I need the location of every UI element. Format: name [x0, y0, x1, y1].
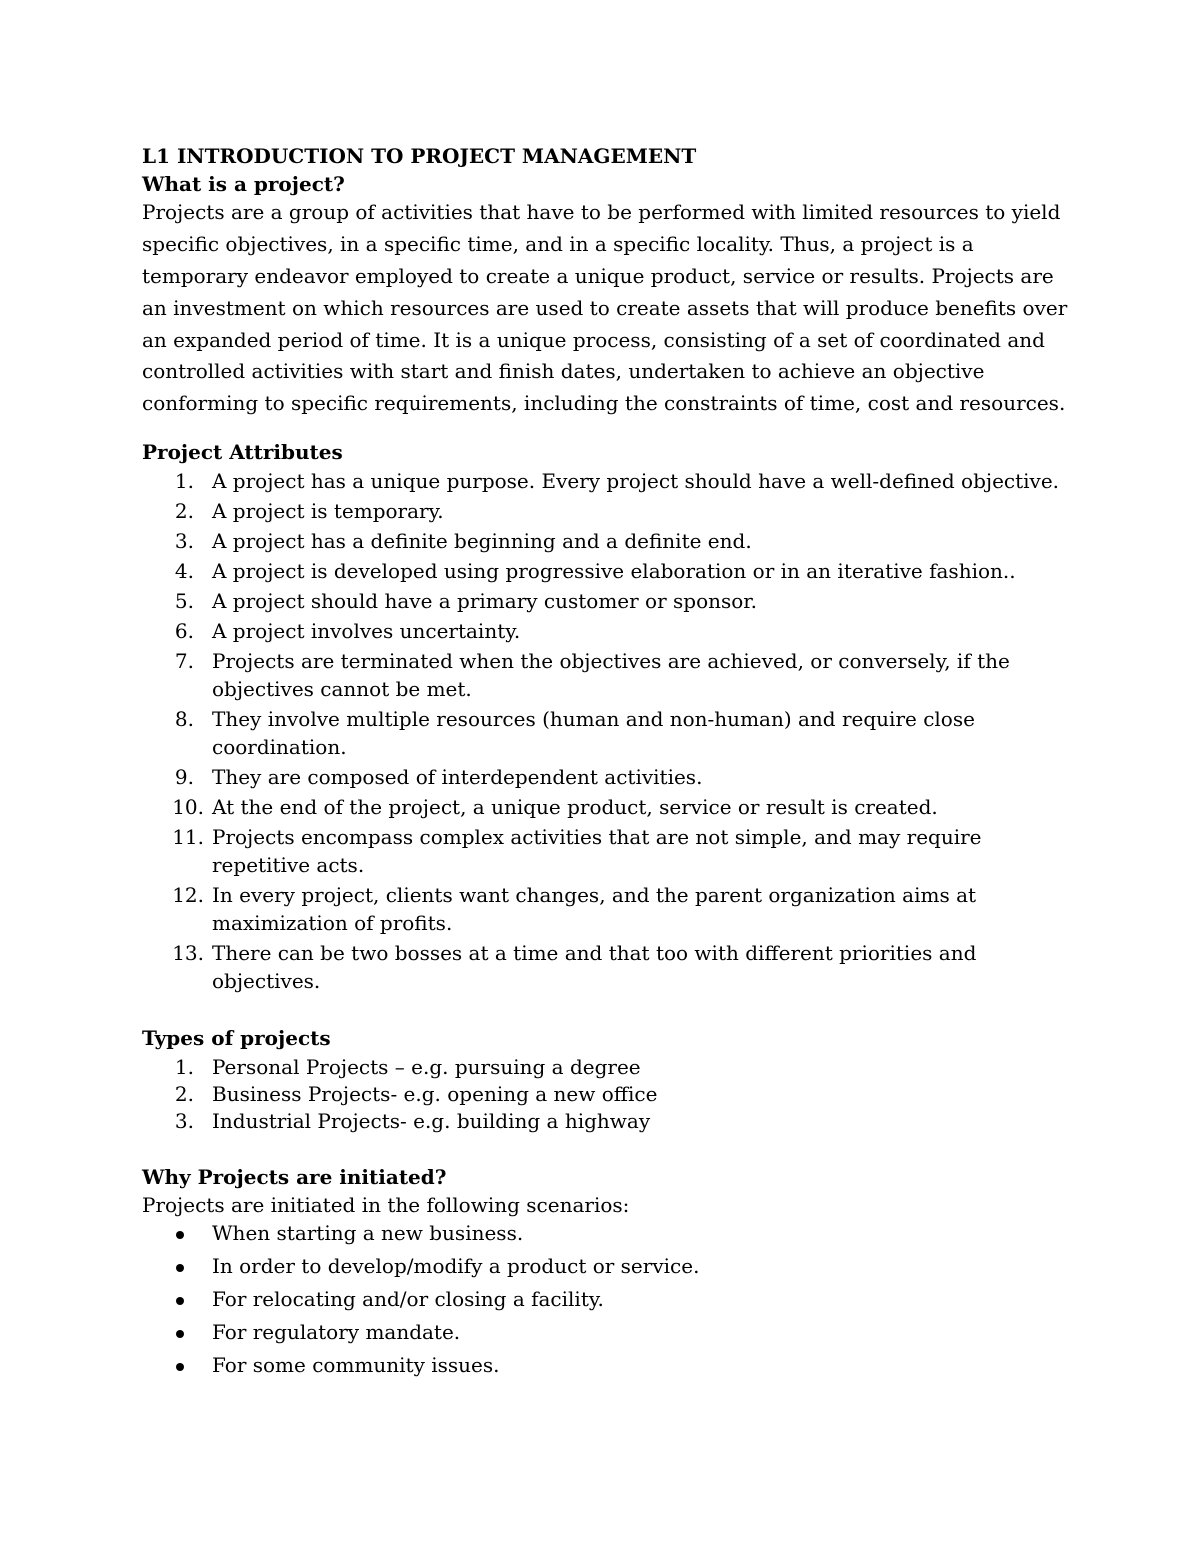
paragraph-line: an expanded period of time. It is a unique process, consisting of a set of coordinated and: [142, 328, 1045, 352]
list-item-text-continued: repetitive acts.: [212, 853, 365, 877]
list-item-number: 1.: [174, 1055, 194, 1079]
list-item-text-continued: objectives.: [212, 969, 321, 993]
paragraph-line: temporary endeavor employed to create a unique product, service or results. Projects are: [142, 264, 1054, 288]
list-item-number: 8.: [174, 707, 194, 731]
list-item-text: Business Projects- e.g. opening a new office: [212, 1082, 658, 1106]
why-intro-text: Projects are initiated in the following scenarios:: [142, 1193, 630, 1217]
list-item-text: A project has a definite beginning and a definite end.: [212, 529, 752, 553]
section-heading-types-of-projects: Types of projects: [142, 1026, 331, 1050]
bullet-icon: [176, 1297, 184, 1305]
list-item-text: When starting a new business.: [212, 1221, 524, 1245]
list-item-text: They involve multiple resources (human and non-human) and require close: [212, 707, 975, 731]
list-item-number: 9.: [174, 765, 194, 789]
list-item-number: 2.: [174, 1082, 194, 1106]
paragraph-line: controlled activities with start and finish dates, undertaken to achieve an objective: [142, 359, 985, 383]
list-item-number: 6.: [174, 619, 194, 643]
list-item-text: A project is developed using progressive elaboration or in an iterative fashion..: [212, 559, 1016, 583]
list-item-number: 3.: [174, 1109, 194, 1133]
paragraph-line: Projects are a group of activities that have to be performed with limited resources to yield: [142, 200, 1061, 224]
list-item-text: A project has a unique purpose. Every project should have a well-defined objective.: [212, 469, 1060, 493]
list-item-number: 1.: [174, 469, 194, 493]
section-heading-why-projects-initiated: Why Projects are initiated?: [142, 1165, 447, 1189]
list-item-number: 10.: [172, 795, 204, 819]
list-item-text: They are composed of interdependent activities.: [212, 765, 703, 789]
list-item-text: For some community issues.: [212, 1353, 500, 1377]
list-item-number: 4.: [174, 559, 194, 583]
section-heading-what-is-project: What is a project?: [142, 172, 345, 196]
list-item-text-continued: maximization of profits.: [212, 911, 453, 935]
bullet-icon: [176, 1363, 184, 1371]
list-item-number: 13.: [172, 941, 204, 965]
list-item-text: A project involves uncertainty.: [212, 619, 521, 643]
list-item-text: For regulatory mandate.: [212, 1320, 461, 1344]
bullet-icon: [176, 1231, 184, 1239]
list-item-text: A project should have a primary customer or sponsor.: [212, 589, 758, 613]
list-item-number: 11.: [172, 825, 204, 849]
list-item-number: 3.: [174, 529, 194, 553]
list-item-text-continued: coordination.: [212, 735, 347, 759]
document-title: L1 INTRODUCTION TO PROJECT MANAGEMENT: [142, 144, 697, 168]
list-item-text: In order to develop/modify a product or service.: [212, 1254, 700, 1278]
list-item-text: Projects encompass complex activities that are not simple, and may require: [212, 825, 982, 849]
list-item-text: There can be two bosses at a time and that too with different priorities and: [212, 941, 977, 965]
section-heading-project-attributes: Project Attributes: [142, 440, 343, 464]
list-item-text: At the end of the project, a unique product, service or result is created.: [212, 795, 938, 819]
list-item-number: 12.: [172, 883, 204, 907]
list-item-text: Personal Projects – e.g. pursuing a degree: [212, 1055, 641, 1079]
paragraph-line: an investment on which resources are used to create assets that will produce benefits over: [142, 296, 1068, 320]
list-item-number: 2.: [174, 499, 194, 523]
list-item-number: 7.: [174, 649, 194, 673]
list-item-number: 5.: [174, 589, 194, 613]
list-item-text: A project is temporary.: [212, 499, 444, 523]
bullet-icon: [176, 1330, 184, 1338]
list-item-text-continued: objectives cannot be met.: [212, 677, 472, 701]
bullet-icon: [176, 1264, 184, 1272]
paragraph-line: conforming to specific requirements, including the constraints of time, cost and resources.: [142, 391, 1066, 415]
list-item-text: Industrial Projects- e.g. building a highway: [212, 1109, 651, 1133]
paragraph-line: specific objectives, in a specific time, and in a specific locality. Thus, a project is a: [142, 232, 974, 256]
list-item-text: In every project, clients want changes, and the parent organization aims at: [212, 883, 977, 907]
list-item-text: For relocating and/or closing a facility.: [212, 1287, 604, 1311]
list-item-text: Projects are terminated when the objectives are achieved, or conversely, if the: [212, 649, 1010, 673]
